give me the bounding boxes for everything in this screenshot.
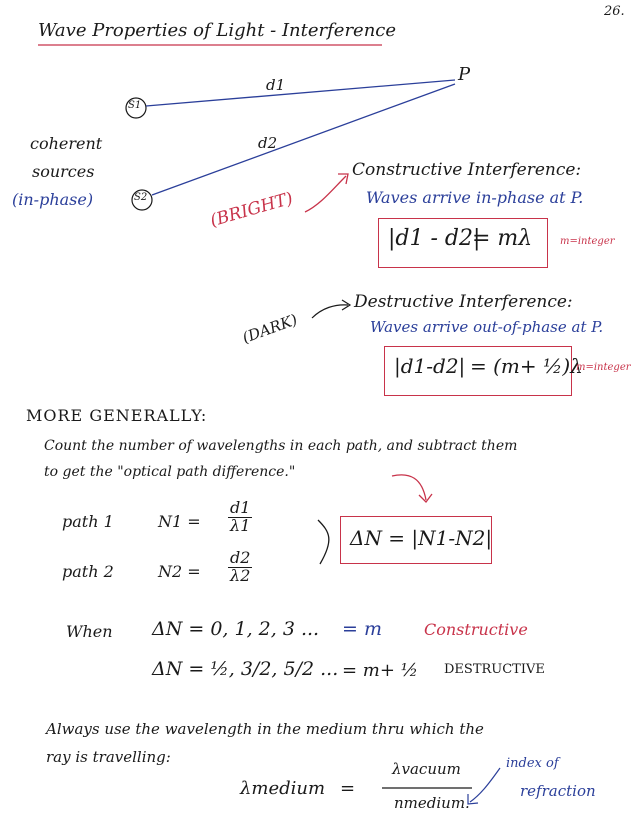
medium-line2: ray is travelling: [46,748,171,766]
point-label: P [458,64,471,85]
coherent-label: coherent [30,134,103,153]
brace [318,520,329,564]
constructive-heading: Constructive Interference: [352,160,582,180]
path2-label: path 2 [62,562,114,581]
when-row2-lhs: ΔN = ½, 3/2, 5/2 ... [152,658,339,680]
constructive-eq-right: = mλ [472,226,533,251]
n-medium: nmedium. [394,794,470,812]
more-generally-heading: MORE GENERALLY: [26,406,208,425]
when-row1-mid: = m [342,618,382,640]
when-row1-lhs: ΔN = 0, 1, 2, 3 ... [152,618,320,640]
dark-label: (DARK) [240,310,300,347]
source1-label: S1 [128,100,142,111]
constructive-eq-left: |d1 - d2| [388,226,481,251]
path1-line [146,80,455,106]
page-number: 26. [604,4,625,19]
destructive-label: DESTRUCTIVE [444,662,545,677]
bright-label: (BRIGHT) [208,188,296,232]
constructive-m-note: m=integer [560,236,615,247]
n1-numerator: d1 [230,498,251,517]
medium-line1: Always use the wavelength in the medium thru which the [46,720,484,738]
destructive-eq-right: = (m+ ½)λ [470,354,583,378]
when-row2-mid: = m+ ½ [342,660,419,681]
destructive-heading: Destructive Interference: [354,292,573,312]
n2-lhs: N2 = [158,562,201,581]
lambda-vacuum: λvacuum [392,760,461,778]
source2-label: S2 [134,192,148,203]
lambda-medium: λmedium [240,778,326,799]
constructive-label: Constructive [424,620,528,639]
destructive-eq-left: |d1-d2| [394,354,466,378]
d1-label: d1 [266,76,286,94]
index-note: index of [506,756,559,771]
general-line2: to get the "optical path difference." [44,464,296,480]
general-line1: Count the number of wavelengths in each path, and subtract them [44,438,518,454]
bright-arrow [305,176,346,212]
sources-label: sources [32,162,95,181]
medium-equals: = [340,778,356,799]
page-title: Wave Properties of Light - Interference [38,20,397,41]
n1-fraction [226,500,254,535]
n2-numerator: d2 [230,548,251,567]
n1-denominator: λ1 [230,515,251,535]
refraction-arrow [470,768,500,802]
when-label: When [66,622,113,641]
n1-lhs: N1 = [158,512,201,531]
path1-label: path 1 [62,512,114,531]
refraction-note: refraction [520,782,596,800]
d2-label: d2 [258,134,278,152]
n2-fraction [226,550,254,585]
in-phase-label: (in-phase) [12,190,94,209]
destructive-desc: Waves arrive out-of-phase at P. [370,318,604,336]
destructive-m-note: m=integer [576,362,631,373]
constructive-desc: Waves arrive in-phase at P. [366,188,584,207]
n2-denominator: λ2 [230,565,251,585]
dark-arrow [312,305,348,318]
delta-n-equation: ΔN = |N1-N2| [350,526,493,550]
